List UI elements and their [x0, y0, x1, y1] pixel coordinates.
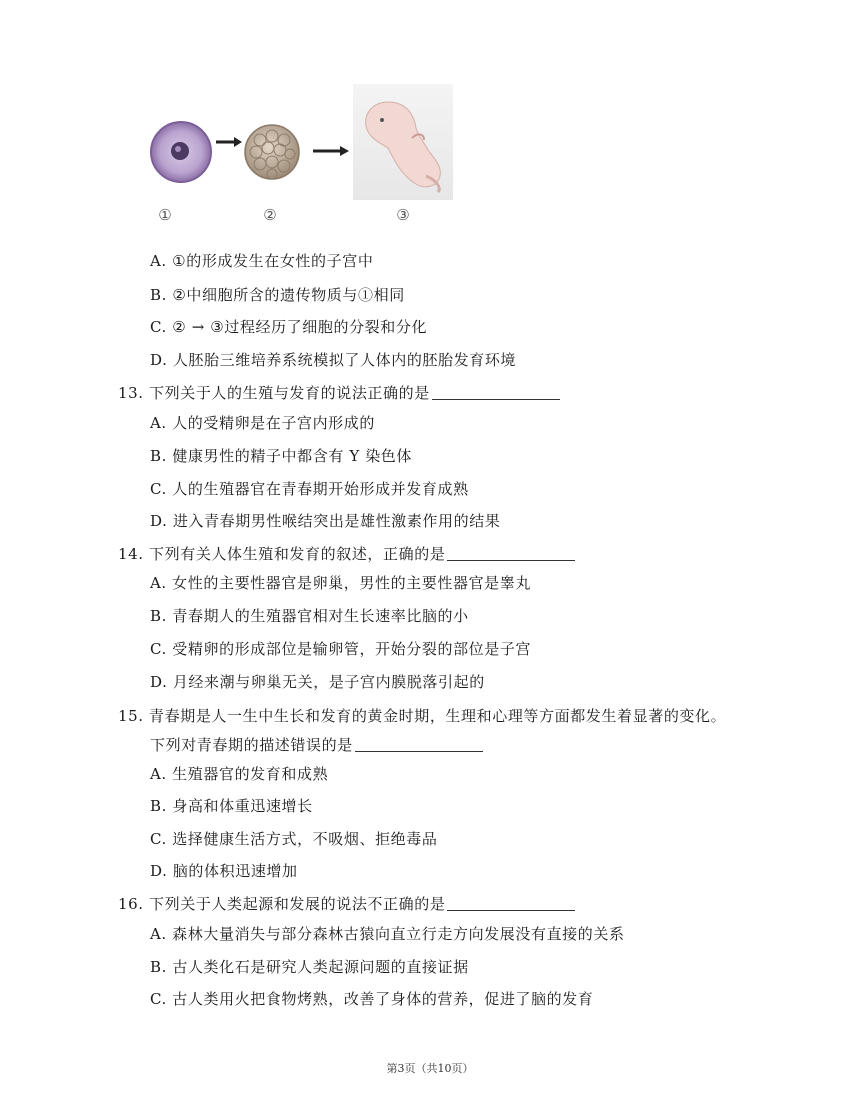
q14-option-c: C. 受精卵的形成部位是输卵管，开始分裂的部位是子宫: [150, 640, 532, 658]
q14-option-a: A. 女性的主要性器官是卵巢，男性的主要性器官是睾丸: [150, 574, 531, 592]
answer-blank[interactable]: [432, 383, 560, 400]
q15-option-d: D. 脑的体积迅速增加: [150, 862, 298, 880]
q14-option-d: D. 月经来潮与卵巢无关，是子宫内膜脱落引起的: [150, 673, 485, 691]
q16-stem: 16. 下列关于人类起源和发展的说法不正确的是: [118, 893, 575, 914]
answer-blank[interactable]: [447, 894, 575, 911]
q15-stem-line2: 下列对青春期的描述错误的是: [150, 734, 483, 755]
development-diagram: [150, 80, 470, 205]
arrow-right-icon: [216, 137, 242, 147]
figure-label-2: ②: [263, 206, 277, 224]
q15-option-c: C. 选择健康生活方式，不吸烟、拒绝毒品: [150, 830, 438, 848]
page-footer: 第3页（共10页）: [386, 1062, 474, 1075]
egg-cell-icon: [151, 122, 211, 182]
q13-stem: 13. 下列关于人的生殖与发育的说法正确的是: [118, 382, 560, 403]
q12-option-d: D. 人胚胎三维培养系统模拟了人体内的胚胎发育环境: [150, 351, 517, 369]
q12-option-c: C. ② → ③过程经历了细胞的分裂和分化: [150, 318, 428, 336]
q14-stem: 14. 下列有关人体生殖和发育的叙述，正确的是: [118, 543, 575, 564]
q13-option-c: C. 人的生殖器官在青春期开始形成并发育成熟: [150, 480, 469, 498]
figure-label-1: ①: [158, 206, 172, 224]
arrow-right-icon: [313, 146, 349, 156]
q16-option-b: B. 古人类化石是研究人类起源问题的直接证据: [150, 958, 469, 976]
answer-blank[interactable]: [447, 544, 575, 561]
q12-option-b: B. ②中细胞所含的遗传物质与①相同: [150, 286, 405, 304]
q13-option-a: A. 人的受精卵是在子宫内形成的: [150, 414, 375, 432]
embryo-icon: [353, 84, 453, 200]
q14-option-b: B. 青春期人的生殖器官相对生长速率比脑的小: [150, 607, 469, 625]
morula-icon: [245, 125, 299, 179]
q16-option-c: C. 古人类用火把食物烤熟，改善了身体的营养，促进了脑的发育: [150, 990, 594, 1008]
q13-option-d: D. 进入青春期男性喉结突出是雄性激素作用的结果: [150, 512, 501, 530]
q12-option-a: A. ①的形成发生在女性的子宫中: [150, 252, 374, 270]
figure-label-3: ③: [396, 206, 410, 224]
development-figure: [150, 80, 470, 240]
q15-stem-line1: 15. 青春期是人一生中生长和发育的黄金时期，生理和心理等方面都发生着显著的变化。: [118, 707, 727, 725]
q15-option-b: B. 身高和体重迅速增长: [150, 797, 313, 815]
q16-option-a: A. 森林大量消失与部分森林古猿向直立行走方向发展没有直接的关系: [150, 925, 625, 943]
answer-blank[interactable]: [355, 735, 483, 752]
q15-option-a: A. 生殖器官的发育和成熟: [150, 765, 329, 783]
q13-option-b: B. 健康男性的精子中都含有 Y 染色体: [150, 447, 412, 465]
